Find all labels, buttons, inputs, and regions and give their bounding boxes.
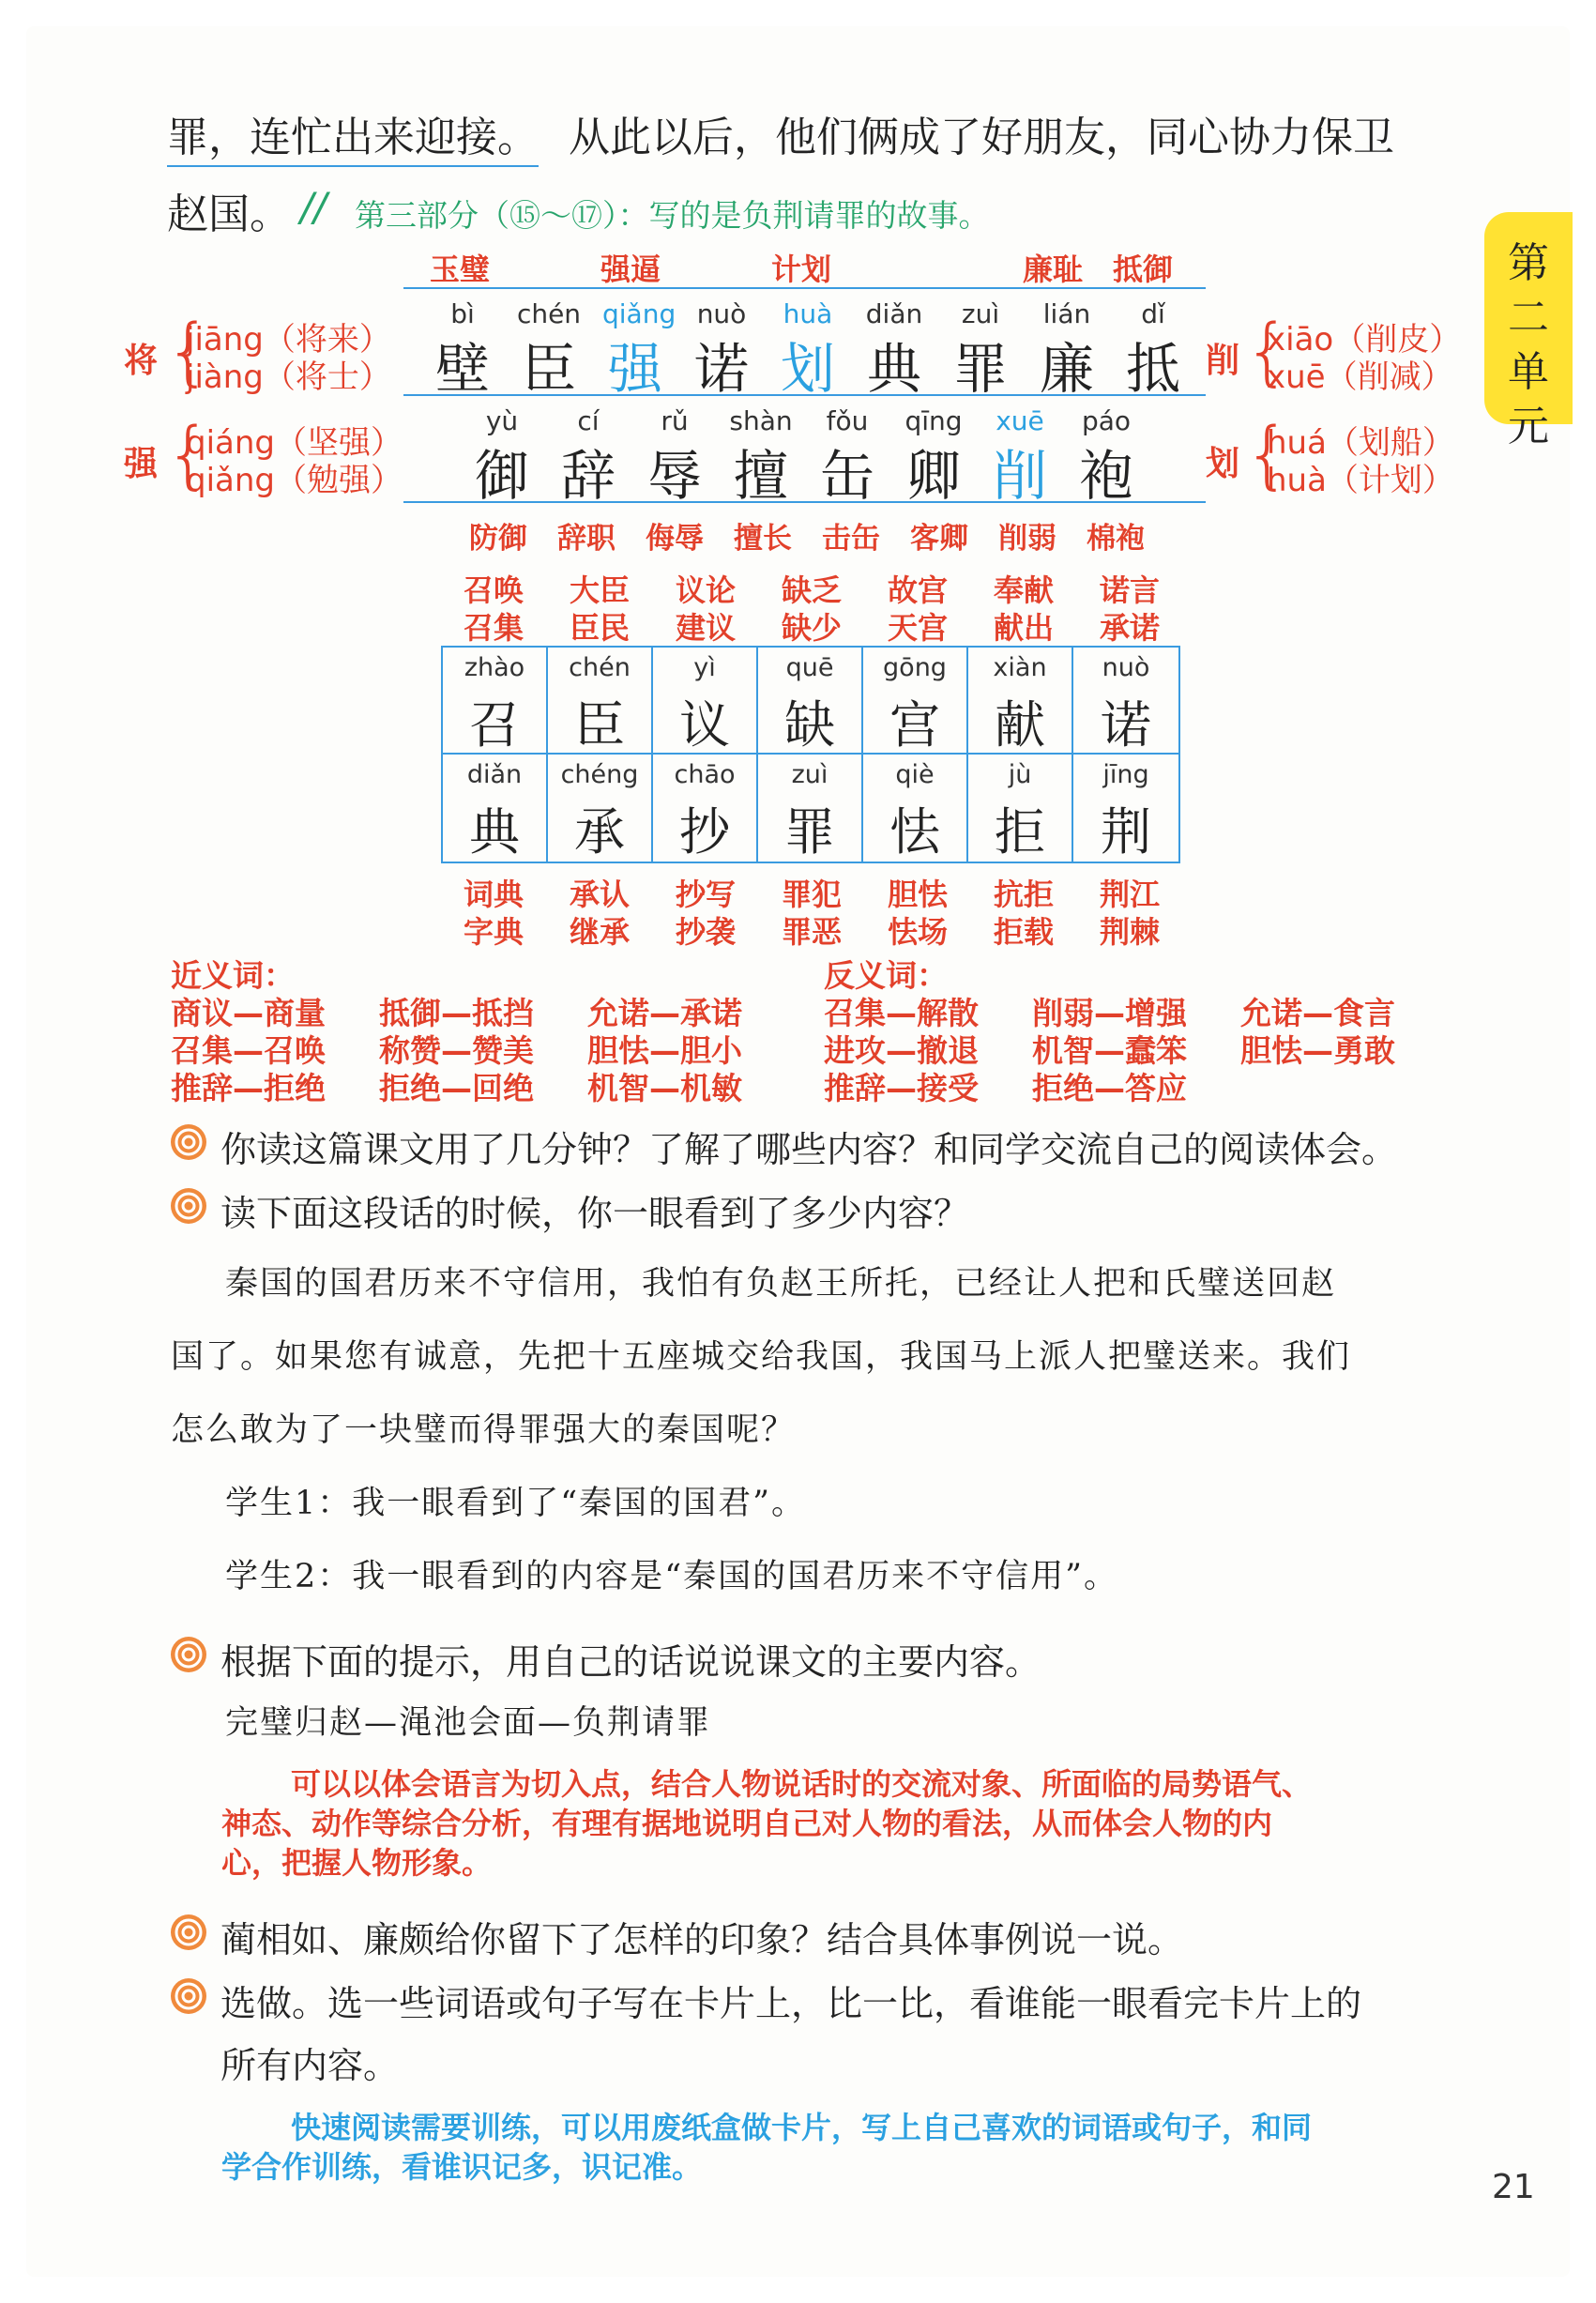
- word: 荆棘: [1100, 914, 1161, 950]
- char-glyph: 削: [992, 444, 1047, 508]
- synonym-pair: 胆怯—胆小: [587, 1032, 742, 1069]
- word: 故宫: [888, 572, 949, 608]
- antonym-pair: 推辞—接受: [824, 1070, 979, 1106]
- grid-cell: [863, 755, 968, 862]
- char-glyph: 臣: [521, 337, 576, 401]
- word: 罪犯: [782, 877, 843, 912]
- char-glyph: 抄: [679, 802, 730, 862]
- word: 天宫: [888, 610, 949, 646]
- grid-cell: [548, 648, 653, 755]
- char-glyph: 诺: [693, 337, 749, 401]
- grid-cell: [968, 755, 1073, 862]
- grid-cell: [863, 648, 968, 755]
- char-pinyin: shàn: [729, 405, 793, 436]
- section-note: 第三部分（⑮～⑰）：写的是负荆请罪的故事。: [355, 197, 990, 234]
- word: 继承: [570, 914, 631, 950]
- poly-reading: qiáng（坚强）: [186, 424, 403, 462]
- passage-line: 怎么敢为了一块璧而得罪强大的秦国呢？: [171, 1411, 797, 1449]
- char-pinyin: chén: [516, 298, 582, 329]
- word: 怯场: [888, 914, 949, 950]
- char-pinyin: gōng: [883, 653, 947, 682]
- unit-tab-char: 元: [1508, 403, 1549, 450]
- word: 计划: [771, 252, 832, 287]
- char-pinyin: chéng: [560, 760, 639, 789]
- word: 玉璧: [430, 252, 491, 287]
- word: 胆怯: [888, 877, 949, 912]
- poly-char-qiang: 强: [124, 445, 159, 483]
- unit-tab-char: 单: [1508, 348, 1549, 396]
- char-glyph: 壁: [434, 337, 490, 401]
- word: 荆江: [1100, 877, 1161, 912]
- char-pinyin: jù: [1008, 760, 1032, 789]
- question-1: 你读这篇课文用了几分钟？了解了哪些内容？和同学交流自己的阅读体会。: [220, 1129, 1398, 1170]
- grid-cell: [758, 755, 863, 862]
- question-marker-icon: [169, 1913, 208, 1952]
- question-marker-icon: [169, 1186, 208, 1226]
- antonym-pair: 机智—蠢笨: [1032, 1032, 1187, 1069]
- grid-cell: [1073, 648, 1178, 755]
- word: 廉耻: [1023, 252, 1084, 287]
- poly-char-jiang: 将: [124, 342, 159, 380]
- char-glyph: 强: [607, 337, 662, 401]
- note-red-line: 可以以体会语言为切入点，结合人物说话时的交流对象、所面临的局势语气、: [291, 1766, 1313, 1802]
- word: 议论: [676, 572, 737, 608]
- grid-cell: [968, 648, 1073, 755]
- char-pinyin: qīng: [904, 405, 963, 436]
- char-pinyin: páo: [1081, 405, 1132, 436]
- char-glyph: 诺: [1101, 695, 1151, 755]
- grid-cell: [443, 755, 548, 862]
- note-blue-line: 学合作训练，看谁识记多，识记准。: [221, 2149, 703, 2185]
- divider-slash-icon: //: [300, 184, 327, 230]
- word: 诺言: [1100, 572, 1161, 608]
- char-glyph: 袍: [1078, 444, 1133, 508]
- char-glyph: 擅: [733, 444, 788, 508]
- word: 承诺: [1100, 610, 1161, 646]
- question-marker-icon: [169, 1122, 208, 1162]
- unit-tab: [1484, 212, 1573, 450]
- char-pinyin: diǎn: [466, 760, 523, 789]
- char-glyph: 荆: [1101, 802, 1151, 862]
- poly-reading: huá（划船）: [1267, 424, 1454, 462]
- word: 建议: [676, 610, 737, 646]
- brace-icon: {: [1244, 413, 1291, 497]
- char-glyph: 典: [866, 337, 921, 401]
- word: 辞职: [557, 522, 616, 556]
- grid-cell: [1073, 755, 1178, 862]
- word: 侮辱: [646, 522, 704, 556]
- char-glyph: 卿: [905, 444, 961, 508]
- char-glyph: 承: [574, 802, 625, 862]
- char-pinyin: xuē: [996, 405, 1044, 436]
- word: 拒载: [994, 914, 1055, 950]
- word: 献出: [994, 610, 1055, 646]
- synonym-pair: 称赞—赞美: [379, 1032, 534, 1069]
- note-red-line: 神态、动作等综合分析，有理有据地说明自己对人物的看法，从而体会人物的内: [221, 1806, 1273, 1841]
- brace-icon: {: [165, 413, 212, 497]
- char-glyph: 辞: [560, 444, 616, 508]
- char-pinyin: lián: [1042, 298, 1091, 329]
- question-3: 根据下面的提示，用自己的话说说课文的主要内容。: [220, 1641, 1041, 1683]
- text-line-1b: 从此以后，他们俩成了好朋友，同心协力保卫: [569, 114, 1394, 161]
- word: 字典: [464, 914, 524, 950]
- grid-cell: [653, 755, 758, 862]
- note-blue-line: 快速阅读需要训练，可以用废纸盒做卡片，写上自己喜欢的词语或句子，和同: [291, 2110, 1313, 2145]
- char-glyph: 典: [469, 802, 520, 862]
- passage-line: 国了。如果您有诚意，先把十五座城交给我国，我国马上派人把璧送来。我们: [171, 1338, 1352, 1376]
- poly-reading: jiāng（将来）: [186, 321, 391, 358]
- char-pinyin: yì: [693, 653, 716, 682]
- char-pinyin: yù: [485, 405, 519, 436]
- char-glyph: 抵: [1125, 337, 1180, 401]
- word: 词典: [464, 877, 524, 912]
- page-number: 21: [1492, 2168, 1535, 2206]
- char-glyph: 议: [679, 695, 730, 755]
- poly-reading: huà（计划）: [1267, 462, 1454, 499]
- word: 抗拒: [994, 877, 1055, 912]
- word: 抄写: [676, 877, 737, 912]
- char-pinyin: chāo: [674, 760, 736, 789]
- student-1: 学生1：我一眼看到了“秦国的国君”。: [225, 1485, 807, 1522]
- word: 罪恶: [782, 914, 843, 950]
- grid-cell: [548, 755, 653, 862]
- char-glyph: 缺: [784, 695, 835, 755]
- char-pinyin: zuì: [791, 760, 828, 789]
- word: 防御: [469, 522, 527, 556]
- word: 强逼: [600, 252, 661, 287]
- word: 削弱: [998, 522, 1056, 556]
- char-glyph: 缶: [819, 444, 874, 508]
- antonym-pair: 允诺—食言: [1240, 995, 1395, 1031]
- char-pinyin: fǒu: [826, 405, 869, 436]
- char-pinyin: diǎn: [865, 298, 923, 329]
- word: 召唤: [464, 572, 524, 608]
- word: 缺少: [782, 610, 843, 646]
- char-pinyin: huà: [783, 298, 833, 329]
- text-line-1a: 罪，连忙出来迎接。: [167, 103, 539, 167]
- char-glyph: 拒: [995, 802, 1045, 862]
- char-pinyin: qiǎng: [602, 298, 676, 329]
- char-glyph: 怯: [889, 802, 940, 862]
- student-2: 学生2：我一眼看到的内容是“秦国的国君历来不守信用”。: [225, 1558, 1119, 1595]
- word: 抄袭: [676, 914, 737, 950]
- antonym-pair: 拒绝—答应: [1032, 1070, 1187, 1106]
- hint: 完璧归赵—渑池会面—负荆请罪: [225, 1704, 712, 1742]
- char-glyph: 召: [469, 695, 520, 755]
- word: 客卿: [910, 522, 968, 556]
- question-2: 读下面这段话的时候，你一眼看到了多少内容？: [220, 1193, 970, 1234]
- question-marker-icon: [169, 1976, 208, 2016]
- synonym-pair: 推辞—拒绝: [171, 1070, 326, 1106]
- char-glyph: 划: [780, 337, 835, 401]
- synonym-pair: 商议—商量: [171, 995, 326, 1031]
- antonym-pair: 削弱—增强: [1032, 995, 1187, 1031]
- grid-cell: [443, 648, 548, 755]
- char-pinyin: zhào: [464, 653, 525, 682]
- grid-cell: [758, 648, 863, 755]
- char-pinyin: quē: [785, 653, 834, 682]
- question-marker-icon: [169, 1635, 208, 1674]
- synonym-pair: 机智—机敏: [587, 1070, 742, 1106]
- synonym-pair: 抵御—抵挡: [379, 995, 534, 1031]
- char-pinyin: cí: [577, 405, 600, 436]
- brace-icon: {: [1244, 310, 1291, 394]
- char-glyph: 御: [474, 444, 529, 508]
- word: 召集: [464, 610, 524, 646]
- synonym-pair: 拒绝—回绝: [379, 1070, 534, 1106]
- grid-cell: [653, 648, 758, 755]
- word: 抵御: [1113, 252, 1174, 287]
- antonym-pair: 胆怯—勇敢: [1240, 1032, 1395, 1069]
- synonyms-label: 近义词：: [171, 957, 295, 994]
- unit-tab-char: 第: [1508, 239, 1549, 287]
- char-glyph: 宫: [889, 695, 940, 755]
- char-pinyin: jīng: [1102, 760, 1149, 789]
- word: 承认: [570, 877, 631, 912]
- character-grid: [441, 646, 1180, 863]
- char-glyph: 献: [995, 695, 1045, 755]
- synonym-pair: 召集—召唤: [171, 1032, 326, 1069]
- poly-reading: xuē（削减）: [1267, 358, 1453, 396]
- brace-icon: {: [165, 310, 212, 394]
- char-glyph: 辱: [646, 444, 702, 508]
- word: 奉献: [994, 572, 1055, 608]
- poly-char-xue: 削: [1206, 342, 1240, 380]
- note-red-line: 心，把握人物形象。: [221, 1845, 493, 1881]
- char-pinyin: qiè: [895, 760, 935, 789]
- passage-line: 秦国的国君历来不守信用，我怕有负赵王所托，已经让人把和氏璧送回赵: [225, 1265, 1337, 1303]
- char-pinyin: nuò: [696, 298, 747, 329]
- word: 擅长: [734, 522, 792, 556]
- char-pinyin: nuò: [1102, 653, 1150, 682]
- poly-reading: xiāo（削皮）: [1267, 321, 1462, 358]
- question-5: 选做。选一些词语或句子写在卡片上，比一比，看谁能一眼看完卡片上的: [220, 1983, 1362, 2024]
- word: 臣民: [570, 610, 631, 646]
- word: 大臣: [570, 572, 631, 608]
- antonyms-label: 反义词：: [824, 957, 948, 994]
- char-pinyin: zuì: [961, 298, 1000, 329]
- char-pinyin: xiàn: [993, 653, 1047, 682]
- unit-tab-char: 二: [1508, 294, 1549, 342]
- char-pinyin: rǔ: [661, 405, 689, 436]
- char-pinyin: chén: [569, 653, 631, 682]
- poly-char-hua: 划: [1206, 445, 1240, 483]
- char-glyph: 臣: [574, 695, 625, 755]
- char-glyph: 廉: [1039, 337, 1094, 401]
- poly-reading: jiàng（将士）: [186, 358, 391, 396]
- poly-reading: qiǎng（勉强）: [186, 462, 403, 499]
- antonym-pair: 进攻—撤退: [824, 1032, 979, 1069]
- text-line-2: 赵国。: [167, 191, 291, 238]
- char-pinyin: dǐ: [1141, 298, 1165, 329]
- word: 棉袍: [1087, 522, 1145, 556]
- char-pinyin: bì: [450, 298, 475, 329]
- rule-line: [403, 287, 1206, 289]
- word: 缺乏: [782, 572, 843, 608]
- synonym-pair: 允诺—承诺: [587, 995, 742, 1031]
- antonym-pair: 召集—解散: [824, 995, 979, 1031]
- word: 击缶: [822, 522, 880, 556]
- question-5-cont: 所有内容。: [220, 2045, 400, 2086]
- char-glyph: 罪: [952, 337, 1008, 401]
- char-glyph: 罪: [784, 802, 835, 862]
- question-4: 蔺相如、廉颇给你留下了怎样的印象？结合具体事例说一说。: [220, 1919, 1184, 1960]
